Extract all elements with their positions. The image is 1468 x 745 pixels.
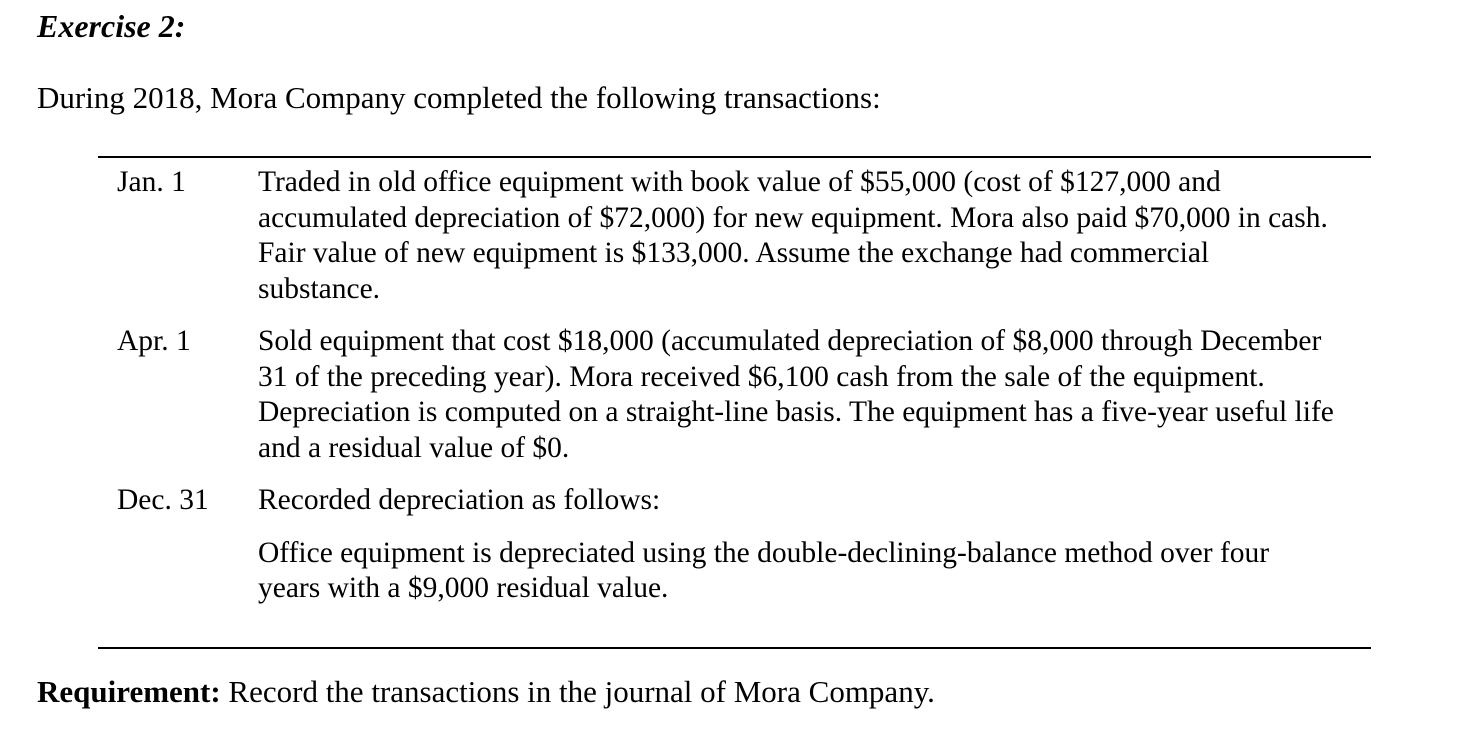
requirement-label: Requirement: (37, 674, 221, 709)
bottom-divider (98, 647, 1371, 649)
transaction-description: Traded in old office equipment with book value of $55,000 (cost of $127,000 and accumulated depreciation of $72,000) for new equipment. Mora also paid $70,000 in cash. Fair value of new equipment is $133,000. Assume the exchange had commercial substance. (258, 166, 1328, 305)
top-divider (98, 156, 1371, 158)
transaction-date: Jan. 1 (117, 166, 186, 198)
exercise-title: Exercise 2: (37, 8, 186, 44)
transaction-description: Recorded depreciation as follows: (258, 484, 661, 516)
requirement-text: Record the transactions in the journal of Mora Company. (220, 674, 935, 709)
transaction-date: Dec. 31 (117, 484, 209, 516)
intro-text: During 2018, Mora Company completed the following transactions: (37, 80, 881, 115)
transaction-detail: Office equipment is depreciated using the double-declining-balance method over four years with a $9,000 residual value. (258, 536, 1270, 604)
transaction-date: Apr. 1 (117, 325, 191, 357)
requirement-line (37, 672, 935, 712)
transaction-description-group (258, 483, 1338, 607)
transaction-row (117, 483, 1367, 607)
transaction-description: Sold equipment that cost $18,000 (accumulated depreciation of $8,000 through December 31 of the preceding year). Mora received $6,100 cash from the sale of the equipment. Depreciation is computed on a straight-line basis. The equipment has a five-year useful life and a residual value of $0. (258, 325, 1334, 464)
transaction-row (117, 165, 1367, 307)
transactions-table (117, 165, 1367, 607)
transaction-row (117, 324, 1367, 466)
